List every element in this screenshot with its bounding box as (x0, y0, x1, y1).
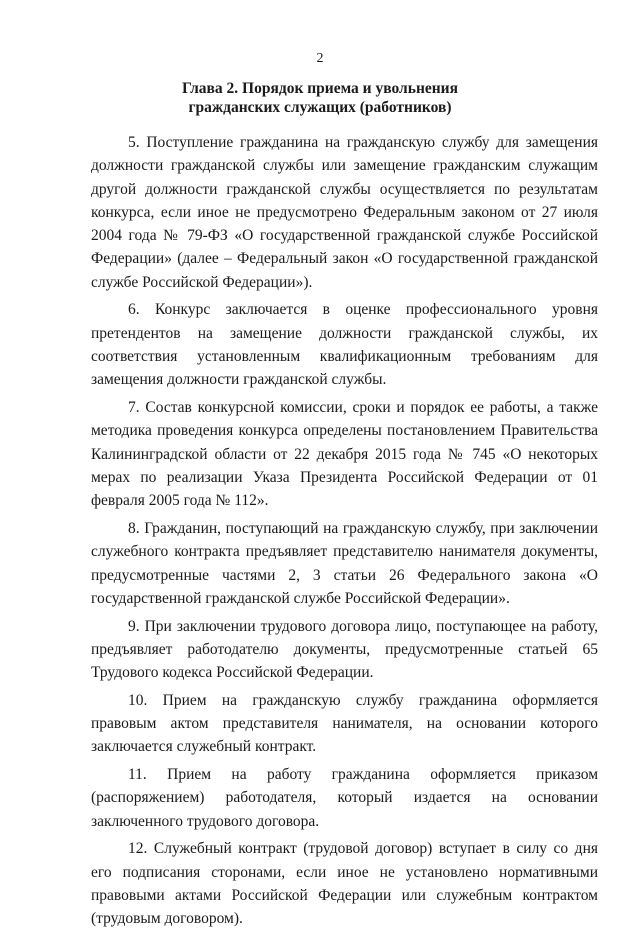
page-number: 2 (316, 51, 324, 66)
paragraph-5: 5. Поступление гражданина на гражданскую службу для замещения должности гражданской службы или замещение гражданским служащим другой должности гражданской службы осуществляется по результатам конкурса, если иное не предусмотрено Федеральным законом от 27 июля 2004 года № 79-ФЗ «О государственной гражданской службе Российской Федерации» (далее – Федеральный закон «О государственной гражданской службе Российской Федерации»). (91, 134, 598, 291)
paragraph-12: 12. Служебный контракт (трудовой договор) вступает в силу со дня его подписания сторонами, если иное не установлено нормативными правовыми актами Российской Федерации или служебным контрактом (трудовым договором). (91, 840, 598, 928)
paragraph-10: 10. Прием на гражданскую службу гражданина оформляется правовым актом представителя нанимателя, на основании которого заключается служебный контракт. (91, 691, 598, 756)
chapter-title-line-1: Глава 2. Порядок приема и увольнения (181, 80, 459, 97)
document-body (91, 131, 598, 935)
paragraph-9: 9. При заключении трудового договора лицо, поступающее на работу, предъявляет работодателю документы, предусмотренные статьей 65 Трудового кодекса Российской Федерации. (91, 617, 598, 682)
paragraph-7: 7. Состав конкурсной комиссии, сроки и порядок ее работы, а также методика проведения конкурса определены постановлением Правительства Калининградской области от 22 декабря 2015 года № 745 «О некоторых мерах по реализации Указа Президента Российской Федерации от 01 февраля 2005 года № 112». (91, 399, 598, 510)
paragraph-6: 6. Конкурс заключается в оценке профессионального уровня претендентов на замещение должности гражданской службы, их соответствия установленным квалификационным требованиям для замещения должности гражданской службы. (91, 301, 598, 389)
chapter-title (0, 79, 640, 117)
chapter-title-line-2: гражданских служащих (работников) (188, 99, 452, 116)
paragraph-11: 11. Прием на работу гражданина оформляется приказом (распоряжением) работодателя, который издается на основании заключенного трудового договора. (91, 766, 598, 830)
paragraph-8: 8. Гражданин, поступающий на гражданскую службу, при заключении служебного контракта предъявляет представителю нанимателя документы, предусмотренные частями 2, 3 статьи 26 Федерального закона «О государственной гражданской службе Российской Федерации». (91, 519, 598, 607)
